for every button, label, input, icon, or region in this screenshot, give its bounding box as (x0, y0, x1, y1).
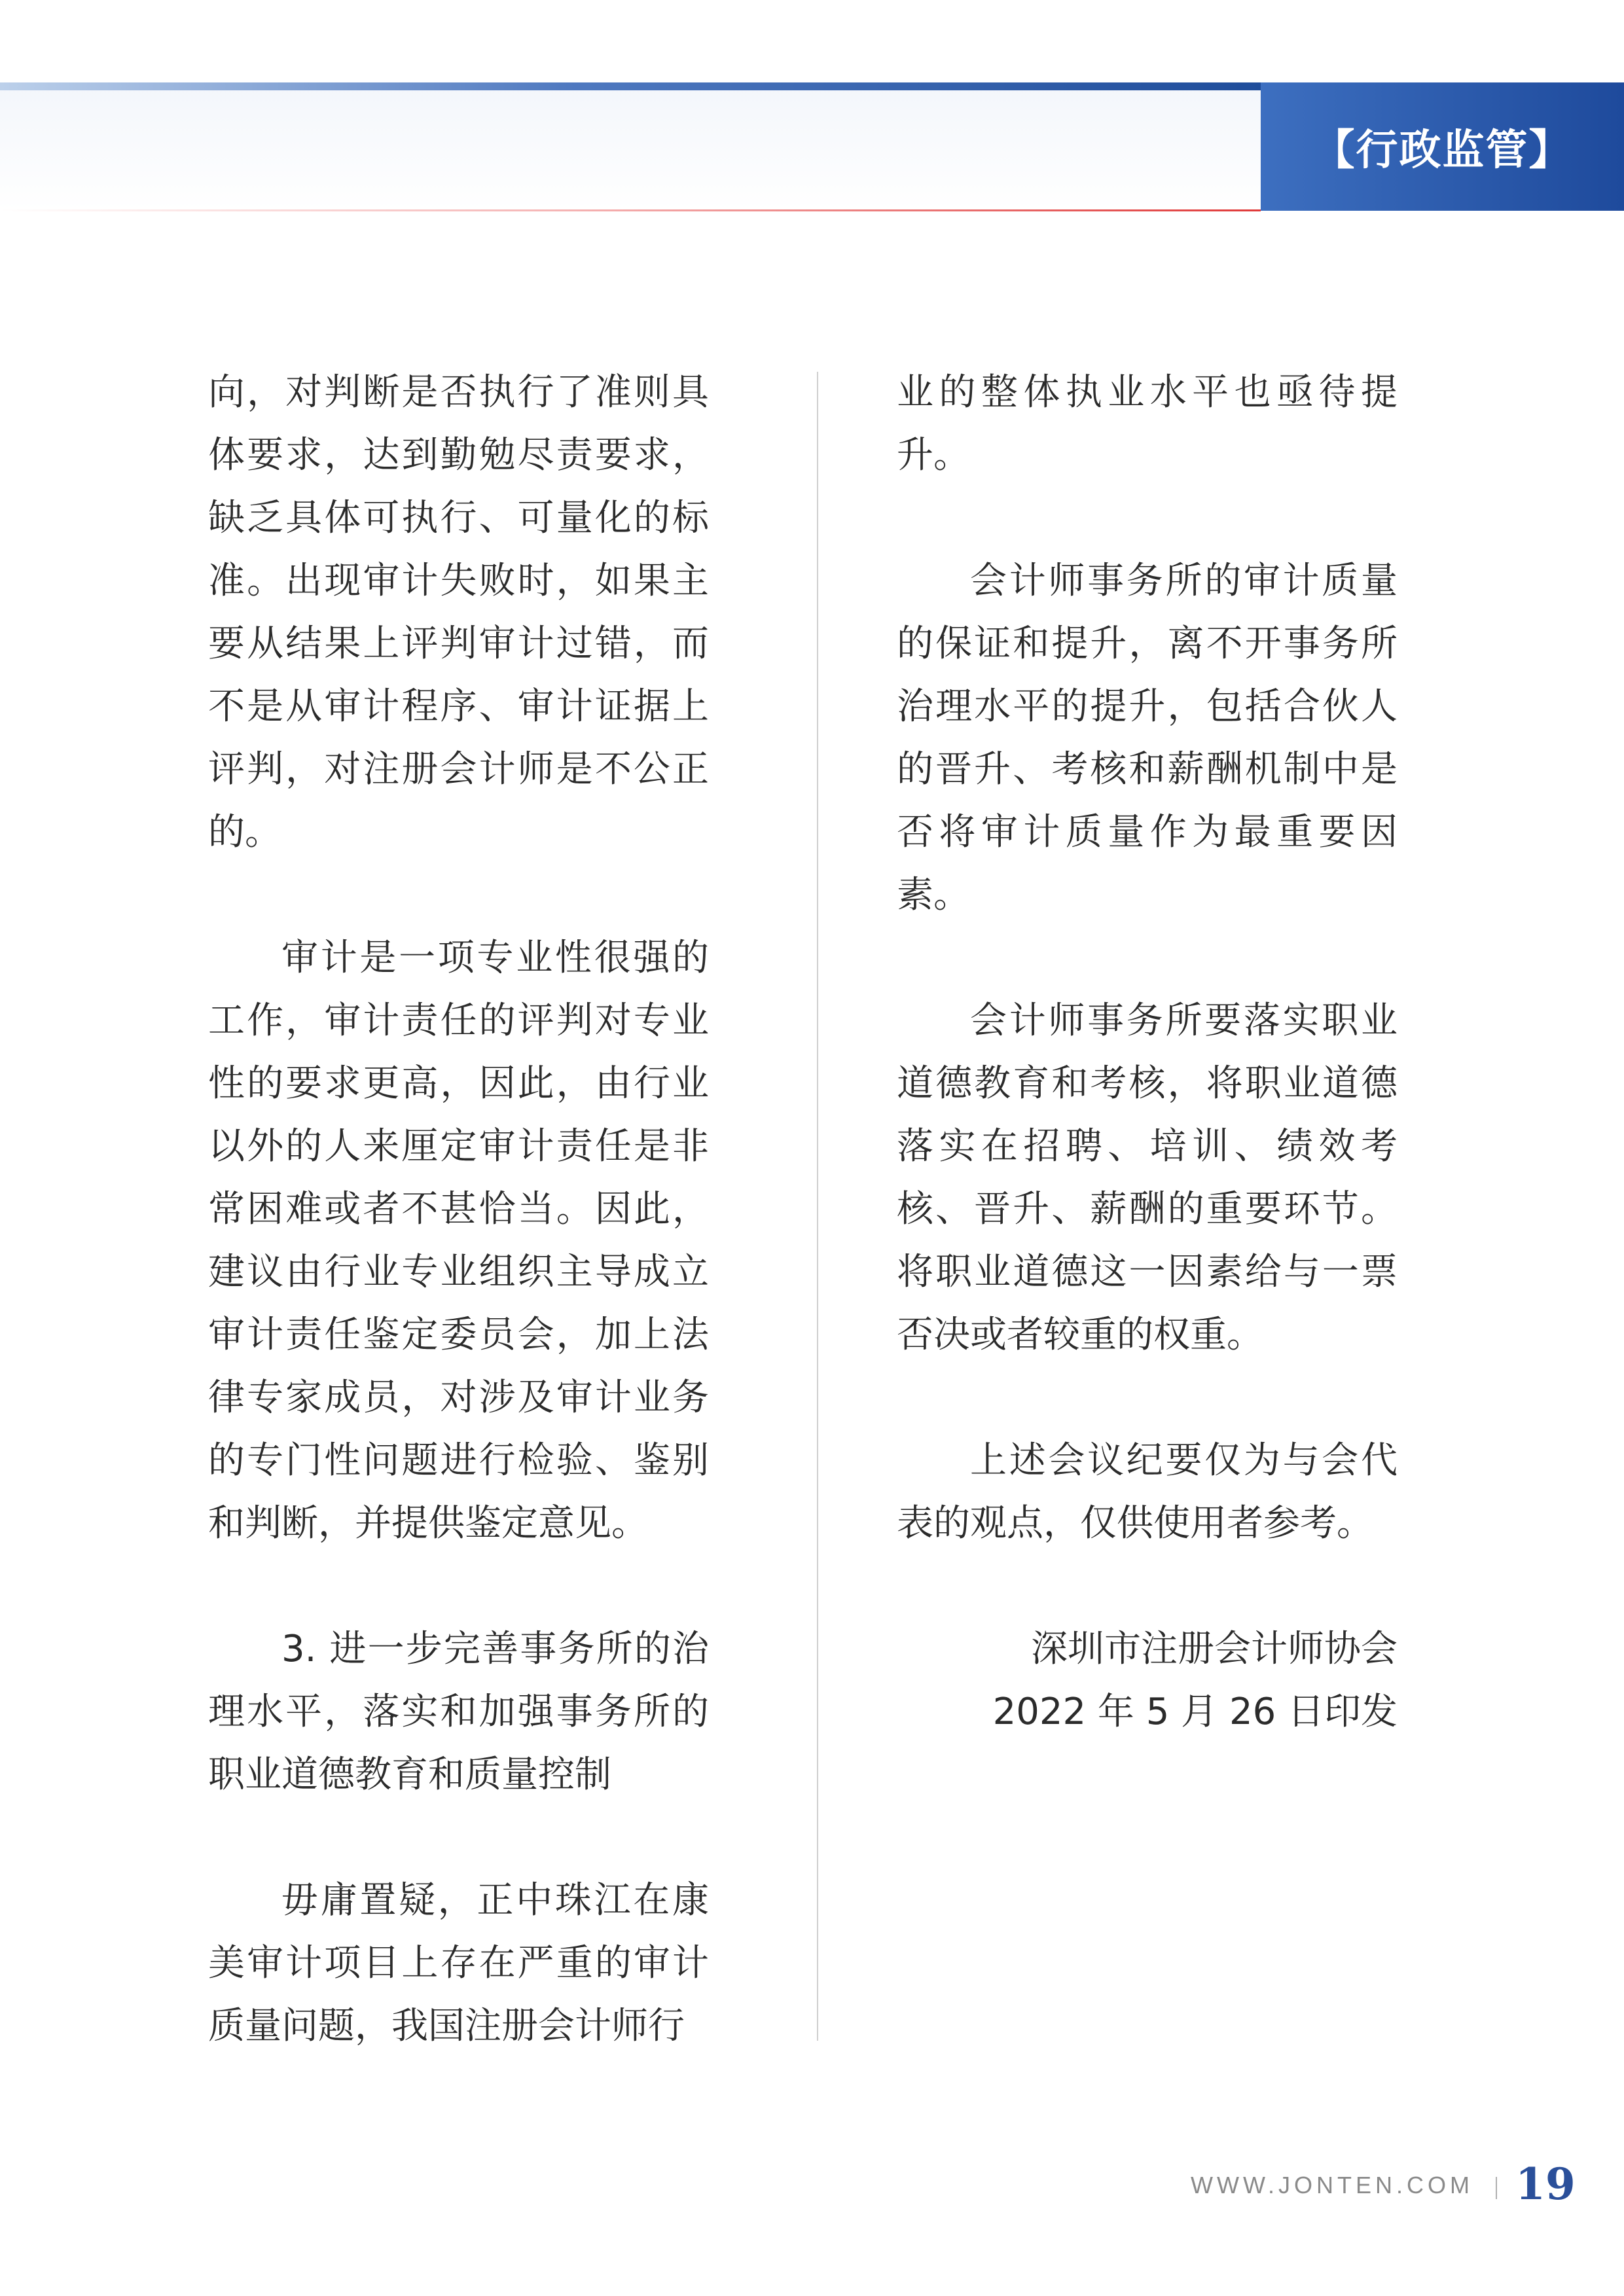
right-paragraph-1: 业的整体执业水平也亟待提升。 (897, 371, 1398, 476)
signature-organization: 深圳市注册会计师协会 (1031, 1628, 1398, 1670)
section-tag: 【行政监管】 (1261, 82, 1624, 211)
header-bottom-rule (0, 209, 1261, 211)
right-paragraph-3: 会计师事务所要落实职业道德教育和考核，将职业道德落实在招聘、培训、绩效考核、晋升、薪酬的重要环节。将职业道德这一因素给与一票否决或者较重的权重。 (897, 999, 1398, 1356)
left-column (208, 361, 709, 2121)
column-divider (817, 372, 818, 2041)
right-paragraph-4: 上述会议纪要仅为与会代表的观点，仅供使用者参考。 (897, 1439, 1398, 1545)
left-paragraph-4: 毋庸置疑，正中珠江在康美审计项目上存在严重的审计质量问题，我国注册会计师行 (208, 1879, 709, 2047)
page-number: 19 (1515, 2159, 1576, 2210)
signature-date: 2022 年 5 月 26 日印发 (992, 1691, 1398, 1733)
left-paragraph-3: 3. 进一步完善事务所的治理水平，落实和加强事务所的职业道德教育和质量控制 (208, 1628, 709, 1796)
header-top-rule (0, 82, 1261, 90)
footer-url: WWW.JONTEN.COM (1191, 2172, 1473, 2198)
left-paragraph-2: 审计是一项专业性很强的工作，审计责任的评判对专业性的要求更高，因此，由行业以外的人来厘定审计责任是非常困难或者不甚恰当。因此，建议由行业专业组织主导成立审计责任鉴定委员会，加上法律专家成员，对涉及审计业务的专门性问题进行检验、鉴别和判断，并提供鉴定意见。 (208, 937, 709, 1545)
left-paragraph-1: 向，对判断是否执行了准则具体要求，达到勤勉尽责要求，缺乏具体可执行、可量化的标准。出现审计失败时，如果主要从结果上评判审计过错，而不是从审计程序、审计证据上评判，对注册会计师是不公正的。 (208, 371, 709, 853)
right-paragraph-2: 会计师事务所的审计质量的保证和提升，离不开事务所治理水平的提升，包括合伙人的晋升、考核和薪酬机制中是否将审计质量作为最重要因素。 (897, 560, 1398, 916)
header-band (0, 82, 1261, 211)
right-column (897, 361, 1398, 1744)
footer-separator (1496, 2177, 1497, 2199)
